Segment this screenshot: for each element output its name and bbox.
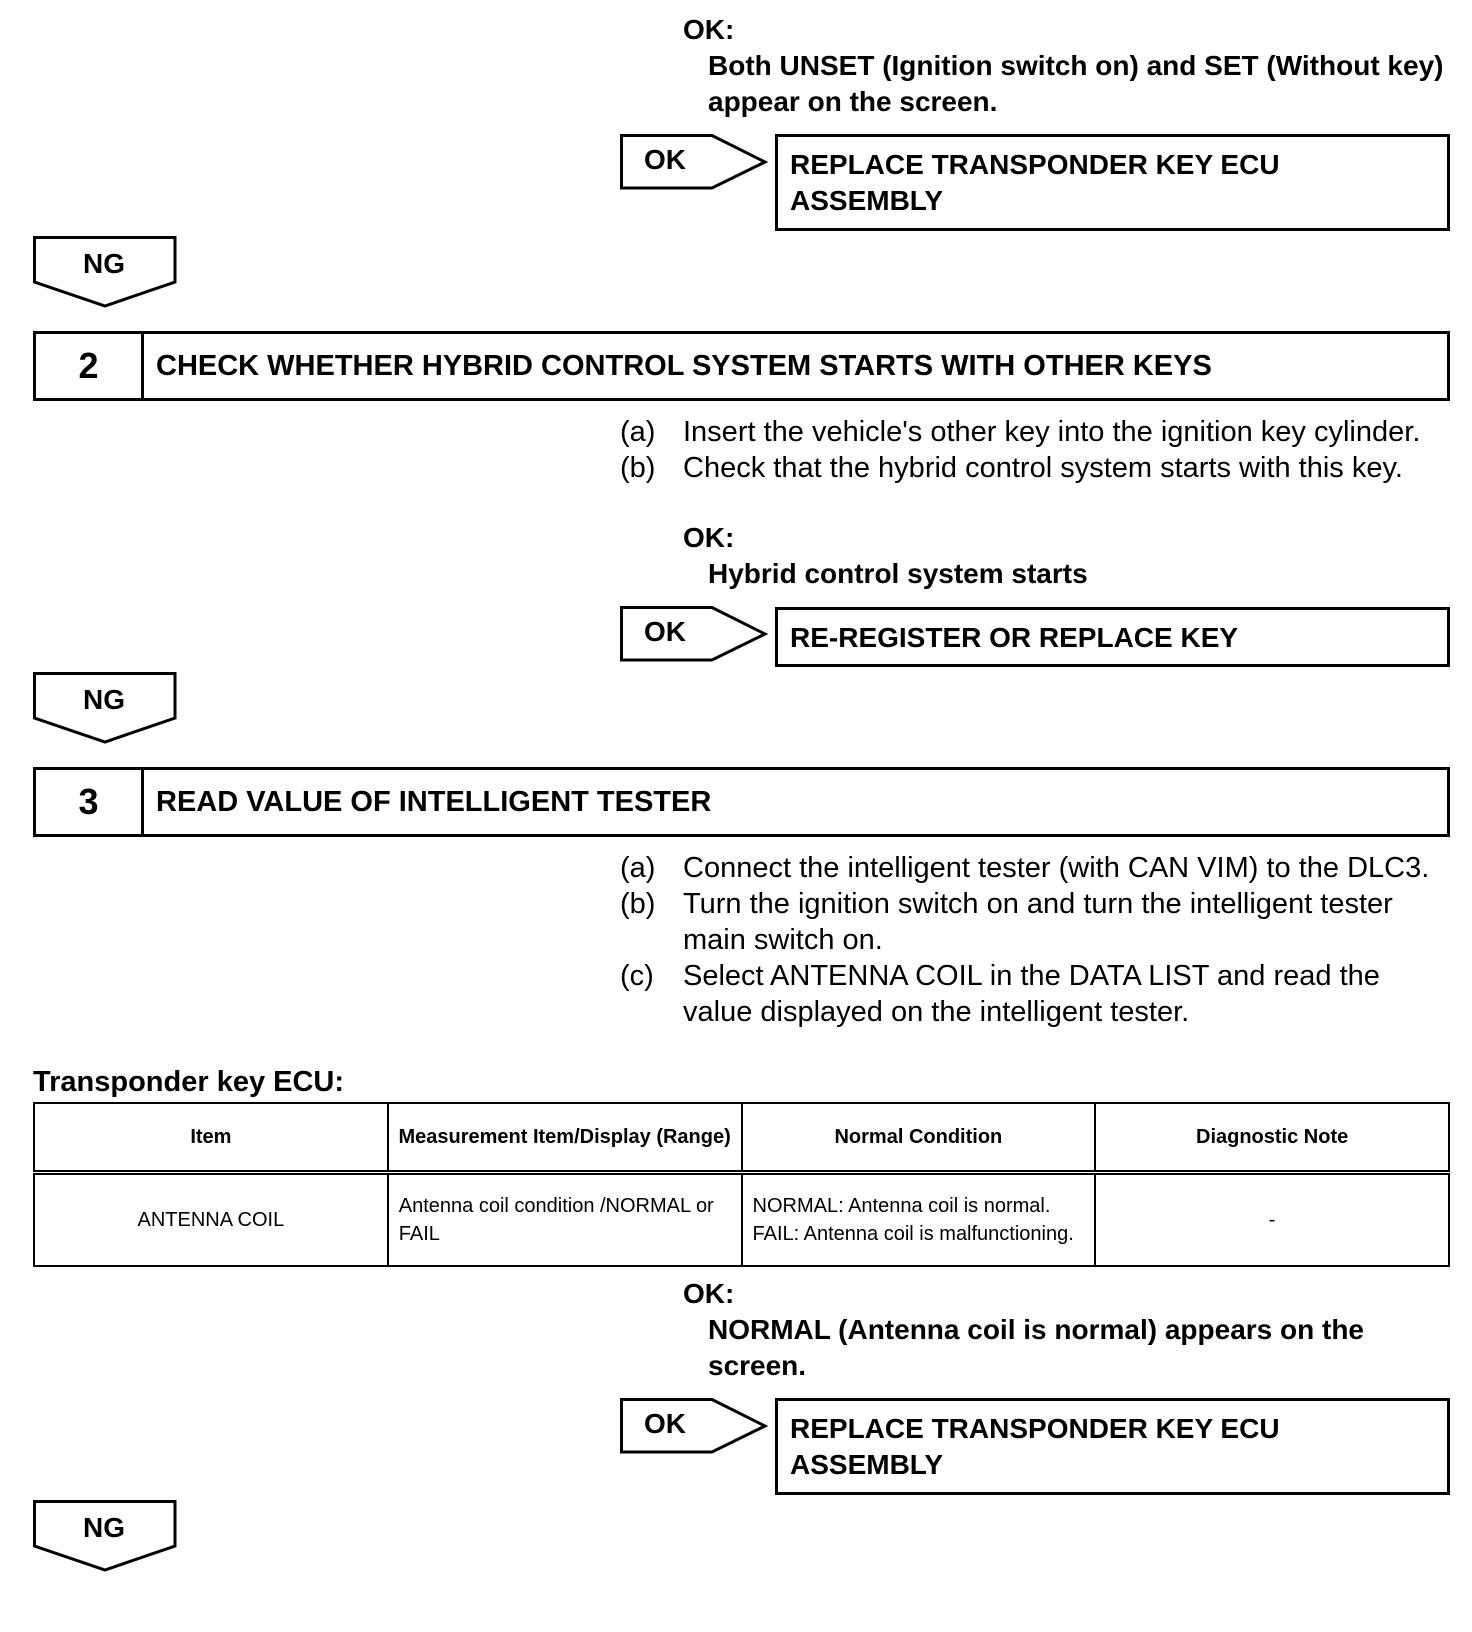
procedure-mark: (a) <box>620 852 656 884</box>
ok-arrow-icon <box>620 1398 770 1458</box>
ok-label: OK: <box>683 1278 735 1309</box>
table-cell: - <box>1095 1173 1449 1267</box>
procedure-text: Select ANTENNA COIL in the DATA LIST and read the value displayed on the intelligent tester. <box>683 960 1380 1028</box>
procedure-mark: (b) <box>620 888 656 920</box>
procedure-list <box>620 850 1450 1030</box>
ok-label: OK: <box>683 522 735 553</box>
ok-condition-text: Hybrid control system starts <box>708 558 1088 589</box>
ok-condition-text: NORMAL (Antenna coil is normal) appears on the screen. <box>708 1314 1365 1381</box>
ok-arrow-icon <box>620 134 770 194</box>
procedure-mark: (b) <box>620 452 656 484</box>
result-box: REPLACE TRANSPONDER KEY ECU ASSEMBLY <box>775 134 1450 231</box>
table-cell: Antenna coil condition /NORMAL or FAIL <box>388 1173 742 1267</box>
table-header-cell: Measurement Item/Display (Range) <box>388 1103 742 1173</box>
ng-arrow-label: NG <box>83 1512 125 1543</box>
table-cell: ANTENNA COIL <box>34 1173 388 1267</box>
procedure-item <box>620 850 1450 886</box>
result-box: REPLACE TRANSPONDER KEY ECU ASSEMBLY <box>775 1398 1450 1495</box>
ok-label: OK: <box>683 14 735 45</box>
procedure-text: Turn the ignition switch on and turn the intelligent tester main switch on. <box>683 888 1393 956</box>
ng-arrow-label: NG <box>83 248 125 279</box>
procedure-text: Connect the intelligent tester (with CAN VIM) to the DLC3. <box>683 852 1430 884</box>
ok-arrow-label: OK <box>644 144 686 175</box>
procedure-mark: (c) <box>620 960 654 992</box>
procedure-text: Insert the vehicle's other key into the ignition key cylinder. <box>683 416 1421 448</box>
procedure-item <box>620 958 1450 1030</box>
step-number: 3 <box>36 770 144 834</box>
procedure-list <box>620 414 1450 486</box>
table-cell: NORMAL: Antenna coil is normal. FAIL: Antenna coil is malfunctioning. <box>742 1173 1096 1267</box>
procedure-text: Check that the hybrid control system starts with this key. <box>683 452 1403 484</box>
ng-arrow-label: NG <box>83 684 125 715</box>
table-header-cell: Normal Condition <box>742 1103 1096 1173</box>
ok-arrow-label: OK <box>644 616 686 647</box>
step-title: CHECK WHETHER HYBRID CONTROL SYSTEM STARTS WITH OTHER KEYS <box>156 349 1212 382</box>
table-header-cell: Diagnostic Note <box>1095 1103 1449 1173</box>
step-title: READ VALUE OF INTELLIGENT TESTER <box>156 785 712 818</box>
table-heading: Transponder key ECU: <box>33 1066 345 1098</box>
ok-arrow-icon <box>620 606 770 666</box>
step-3-header <box>33 767 1450 837</box>
step-2-header <box>33 331 1450 401</box>
ok-arrow-label: OK <box>644 1408 686 1439</box>
procedure-item <box>620 886 1450 958</box>
table-row <box>34 1173 1449 1267</box>
step-number: 2 <box>36 334 144 398</box>
result-box: RE-REGISTER OR REPLACE KEY <box>775 607 1450 667</box>
data-table <box>33 1102 1450 1267</box>
procedure-item <box>620 450 1450 486</box>
ok-condition-text: Both UNSET (Ignition switch on) and SET (Without key) appear on the screen. <box>708 50 1444 117</box>
table-header-row <box>34 1103 1449 1173</box>
procedure-item <box>620 414 1450 450</box>
table-header-cell: Item <box>34 1103 388 1173</box>
procedure-mark: (a) <box>620 416 656 448</box>
